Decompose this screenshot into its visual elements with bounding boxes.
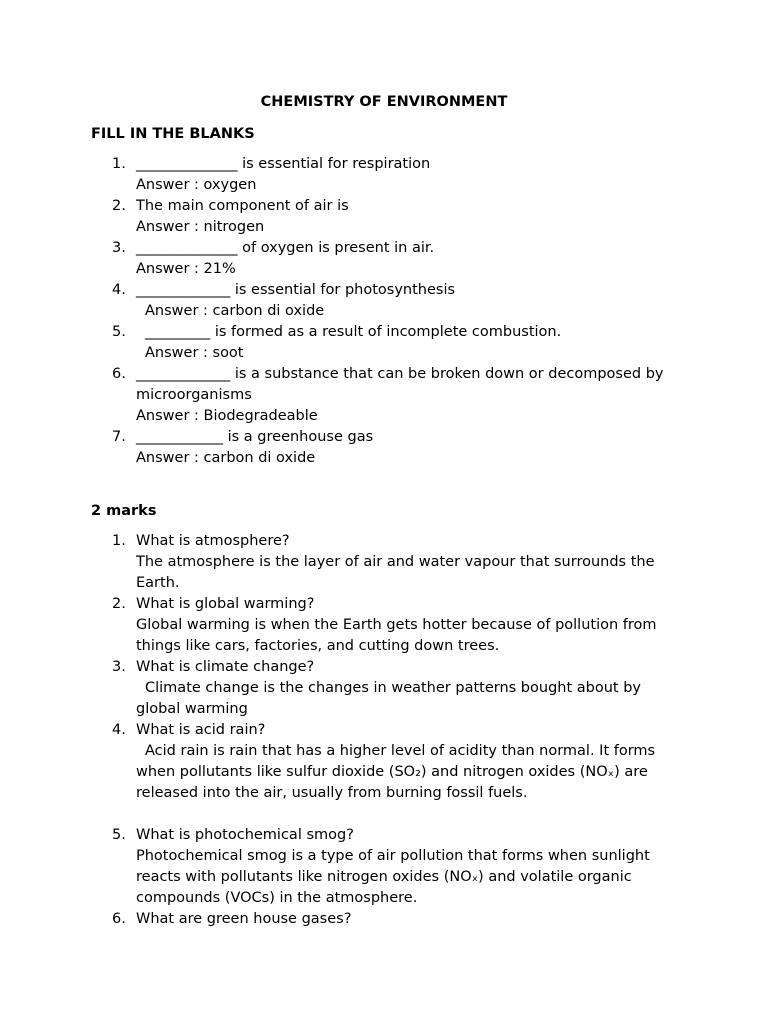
question-text: _________ is formed as a result of incomplete combustion. — [145, 324, 562, 340]
list-item — [0, 238, 768, 280]
list-item — [0, 720, 768, 804]
question-text: What is acid rain? — [136, 722, 266, 738]
item-number: 6. — [112, 366, 126, 382]
answer-text: Answer : Biodegradeable — [136, 408, 318, 424]
answer-text: Answer : oxygen — [136, 177, 257, 193]
question-text: _____________ is a substance that can be broken down or decomposed by microorganisms — [136, 366, 664, 403]
fill-blanks-list — [0, 154, 768, 469]
two-marks-list — [0, 531, 768, 930]
page-title: CHEMISTRY OF ENVIRONMENT — [260, 94, 508, 110]
answer-text: The atmosphere is the layer of air and water vapour that surrounds the Earth. — [136, 554, 655, 591]
item-number: 2. — [112, 596, 126, 612]
answer-text: Answer : carbon di oxide — [145, 303, 325, 319]
list-item — [0, 364, 768, 427]
item-number: 3. — [112, 659, 126, 675]
section-heading-fill-blanks: FILL IN THE BLANKS — [91, 126, 255, 142]
question-text: ______________ of oxygen is present in air. — [136, 240, 435, 256]
item-number: 4. — [112, 282, 126, 298]
list-item — [0, 322, 768, 364]
answer-text: Acid rain is rain that has a higher level of acidity than normal. It forms when pollutants like sulfur dioxide (SO₂) and nitrogen oxides (NOₓ) are released into the air, usually from burning fossil fuels. — [136, 743, 656, 801]
answer-text: Climate change is the changes in weather patterns bought about by global warming — [136, 680, 641, 717]
item-number: 1. — [112, 533, 126, 549]
item-number: 1. — [112, 156, 126, 172]
question-text: What is global warming? — [136, 596, 315, 612]
answer-text: Answer : soot — [145, 345, 244, 361]
question-text: What is climate change? — [136, 659, 315, 675]
question-text: ____________ is a greenhouse gas — [136, 429, 374, 445]
list-item — [0, 280, 768, 322]
answer-text: Answer : 21% — [136, 261, 236, 277]
question-text: ______________ is essential for respiration — [136, 156, 431, 172]
answer-text: Answer : carbon di oxide — [136, 450, 316, 466]
item-number: 7. — [112, 429, 126, 445]
question-text: What are green house gases? — [136, 911, 352, 927]
answer-text: Global warming is when the Earth gets hotter because of pollution from things like cars, factories, and cutting down trees. — [136, 617, 657, 654]
item-number: 3. — [112, 240, 126, 256]
list-item — [0, 531, 768, 594]
list-item — [0, 909, 768, 930]
section-heading-2-marks: 2 marks — [91, 503, 157, 519]
item-number: 2. — [112, 198, 126, 214]
list-item — [0, 154, 768, 196]
item-number: 6. — [112, 911, 126, 927]
list-item — [0, 427, 768, 469]
question-text: What is photochemical smog? — [136, 827, 354, 843]
item-number: 4. — [112, 722, 126, 738]
question-text: The main component of air is — [136, 198, 349, 214]
item-number: 5. — [112, 827, 126, 843]
list-item — [0, 825, 768, 909]
answer-text: Answer : nitrogen — [136, 219, 265, 235]
list-item — [0, 196, 768, 238]
item-number: 5. — [112, 324, 126, 340]
list-item — [0, 594, 768, 657]
question-text: _____________ is essential for photosynthesis — [136, 282, 456, 298]
question-text: What is atmosphere? — [136, 533, 290, 549]
list-item — [0, 657, 768, 720]
answer-text: Photochemical smog is a type of air pollution that forms when sunlight reacts with pollutants like nitrogen oxides (NOₓ) and volatile organic compounds (VOCs) in the atmosphere. — [136, 848, 650, 906]
